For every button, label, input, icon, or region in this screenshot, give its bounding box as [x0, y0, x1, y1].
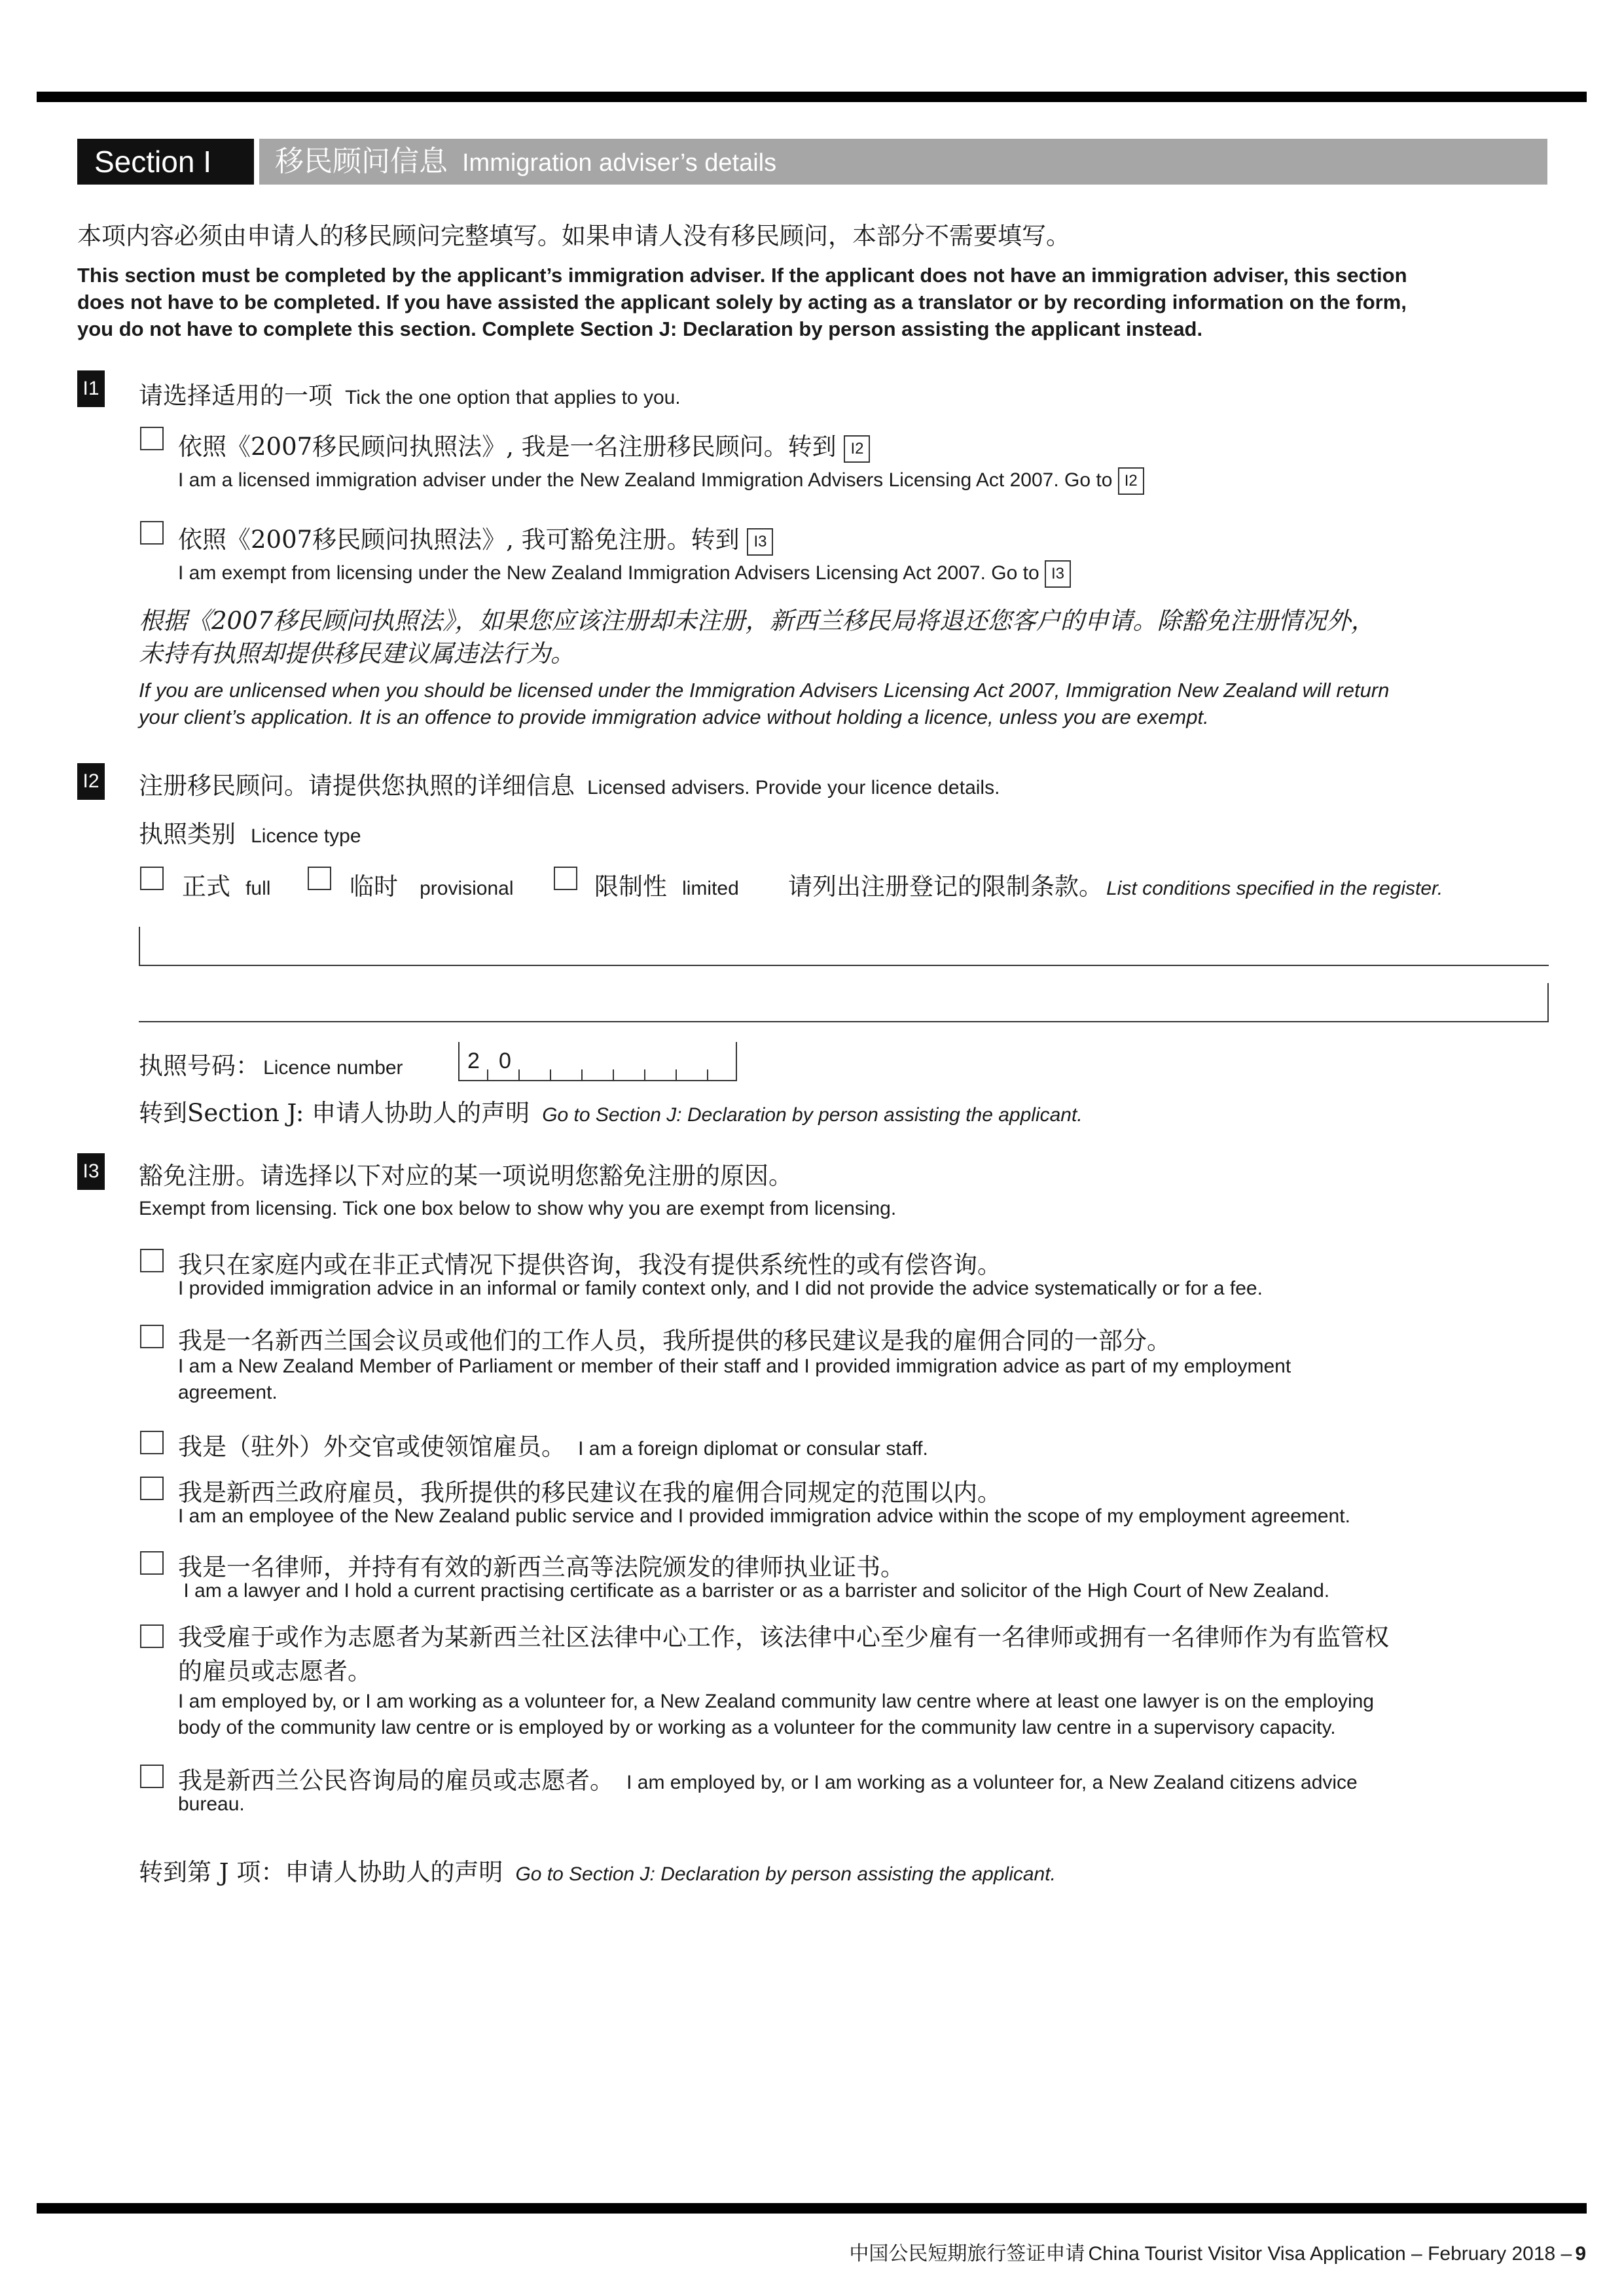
i2-prompt-en: Licensed advisers. Provide your licence details. [587, 777, 1000, 798]
page-number: 9 [1575, 2243, 1586, 2265]
i1-option-licensed-checkbox[interactable] [140, 427, 164, 450]
exempt-law-centre-en-line: body of the community law centre or is employed by or working as a volunteer for the community law centre in a supervisory capacity. [178, 1717, 1336, 1738]
i1-option-licensed-cn [178, 427, 870, 463]
exempt-informal-checkbox[interactable] [140, 1249, 164, 1272]
exempt-mp-cn: 我是一名新西兰国会议员或他们的工作人员，我所提供的移民建议是我的雇佣合同的一部分。 [178, 1327, 1171, 1355]
licence-provisional-label [350, 867, 514, 902]
i2-goto-en: Go to Section J: Declaration by person assisting the applicant. [542, 1104, 1083, 1126]
licence-conditions-cn: 请列出注册登记的限制条款。 [788, 872, 1103, 901]
intro-cn: 本项内容必须由申请人的移民顾问完整填写。如果申请人没有移民顾问，本部分不需要填写。 [77, 222, 1070, 250]
licence-digit: 0 [499, 1049, 511, 1073]
licence-provisional-checkbox[interactable] [308, 867, 331, 890]
exempt-lawyer-cn: 我是一名律师，并持有有效的新西兰高等法院颁发的律师执业证书。 [178, 1553, 905, 1581]
goto-i2-ref: I2 [1118, 467, 1144, 495]
i2-licence-type-cn: 执照类别 [139, 820, 236, 848]
i2-prompt [139, 766, 1000, 801]
section-title [259, 139, 1547, 185]
exempt-informal-en: I provided immigration advice in an informal or family context only, and I did not provide the advice systematically or for a fee. [178, 1278, 1263, 1299]
i1-option-exempt-en-text: I am exempt from licensing under the New Zealand Immigration Advisers Licensing Act 2007. Go to [178, 562, 1039, 584]
bottom-rule [37, 2203, 1587, 2214]
licence-digit: 2 [467, 1049, 480, 1073]
licence-full-en: full [245, 878, 271, 899]
exempt-citizens-advice-cn: 我是新西兰公民咨询局的雇员或志愿者。 [178, 1767, 614, 1795]
section-label: Section I [77, 139, 254, 185]
licence-full-cn: 正式 [182, 872, 230, 901]
i2-prompt-cn: 注册移民顾问。请提供您执照的详细信息 [139, 772, 575, 800]
top-rule [37, 92, 1587, 102]
i1-warning-en-line: If you are unlicensed when you should be licensed under the Immigration Advisers Licensing Act 2007, Immigration New Zealand will return [139, 679, 1390, 702]
exempt-mp-en-line: I am a New Zealand Member of Parliament or member of their staff and I provided immigration advice as part of my employment [178, 1355, 1291, 1377]
exempt-citizens-advice-en-cont: bureau. [178, 1793, 245, 1815]
i3-goto [139, 1852, 1056, 1888]
licence-full-checkbox[interactable] [140, 867, 164, 890]
i1-option-licensed-cn-text: 依照《2007移民顾问执照法》, 我是一名注册移民顾问。转到 [178, 433, 837, 461]
i1-prompt [139, 376, 681, 411]
licence-number-input[interactable] [458, 1042, 737, 1081]
i1-warning-cn [139, 605, 1375, 670]
exempt-citizens-advice-label [178, 1761, 1358, 1796]
footer-cn: 中国公民短期旅行签证申请 [849, 2242, 1085, 2265]
exempt-public-service-en: I am an employee of the New Zealand public service and I provided immigration advice within the scope of my employment agreement. [178, 1505, 1350, 1527]
i1-option-exempt-checkbox[interactable] [140, 521, 164, 545]
i1-option-licensed-en [178, 467, 1144, 495]
goto-i3-ref: I3 [1045, 560, 1071, 588]
exempt-mp-en [178, 1354, 1291, 1406]
licence-conditions-label [788, 867, 1443, 902]
exempt-lawyer-checkbox[interactable] [140, 1551, 164, 1575]
page-footer [849, 2237, 1586, 2266]
exempt-law-centre-checkbox[interactable] [140, 1624, 164, 1648]
licence-full-label [182, 867, 270, 902]
exempt-diplomat-label [178, 1427, 928, 1462]
licence-limited-cn: 限制性 [594, 872, 667, 901]
intro-en-line: This section must be completed by the applicant’s immigration adviser. If the applicant does not have an immigration adviser, this section [77, 264, 1407, 287]
section-title-cn: 移民顾问信息 [275, 145, 448, 178]
digit-divider [550, 1069, 551, 1080]
goto-i2-ref: I2 [844, 435, 870, 463]
exempt-diplomat-checkbox[interactable] [140, 1431, 164, 1454]
intro-en [77, 262, 1407, 342]
exempt-citizens-advice-en: I am employed by, or I am working as a volunteer for, a New Zealand citizens advice [626, 1772, 1358, 1793]
i3-prompt-cn: 豁免注册。请选择以下对应的某一项说明您豁免注册的原因。 [139, 1162, 793, 1190]
i2-goto-cn: 转到Section J: 申请人协助人的声明 [139, 1099, 530, 1127]
i2-licence-type [139, 814, 361, 850]
i3-prompt-en: Exempt from licensing. Tick one box below to show why you are exempt from licensing. [139, 1198, 897, 1219]
i1-option-exempt-cn-text: 依照《2007移民顾问执照法》, 我可豁免注册。转到 [178, 526, 740, 554]
licence-number-cn: 执照号码： [139, 1052, 260, 1080]
i1-warning-en-line: your client’s application. It is an offence to provide immigration advice without holding a licence, unless you are exempt. [139, 706, 1209, 728]
i1-option-licensed-en-text: I am a licensed immigration adviser under the New Zealand Immigration Advisers Licensing Act 2007. Go to [178, 469, 1113, 491]
licence-limited-checkbox[interactable] [554, 867, 577, 890]
licence-conditions-en: List conditions specified in the register. [1106, 878, 1443, 899]
exempt-diplomat-cn: 我是（驻外）外交官或使领馆雇员。 [178, 1433, 566, 1461]
goto-i3-ref: I3 [747, 528, 773, 556]
i1-option-exempt-cn [178, 520, 773, 556]
licence-limited-en: limited [682, 878, 739, 899]
exempt-public-service-cn: 我是新西兰政府雇员，我所提供的移民建议在我的雇佣合同规定的范围以内。 [178, 1479, 1001, 1507]
i1-prompt-en: Tick the one option that applies to you. [345, 387, 681, 408]
question-badge-i1: I1 [77, 370, 105, 407]
licence-number-label [139, 1046, 403, 1081]
digit-divider [676, 1069, 677, 1080]
i3-goto-en: Go to Section J: Declaration by person assisting the applicant. [515, 1863, 1056, 1885]
i1-warning-en [139, 677, 1389, 730]
digit-divider [518, 1069, 520, 1080]
i1-prompt-cn: 请选择适用的一项 [139, 382, 333, 410]
digit-divider [644, 1069, 645, 1080]
i2-licence-type-en: Licence type [251, 825, 361, 847]
licence-conditions-input[interactable] [139, 927, 1549, 1022]
exempt-mp-en-line: agreement. [178, 1382, 278, 1403]
exempt-lawyer-en: I am a lawyer and I hold a current practising certificate as a barrister or as a barrister and solicitor of the High Court of New Zealand. [178, 1580, 1330, 1602]
i1-warning-cn-line: 根据《2007移民顾问执照法》，如果您应该注册却未注册，新西兰移民局将退还您客户的申请。除豁免注册情况外， [139, 607, 1375, 635]
intro-en-line: you do not have to complete this section. Complete Section J: Declaration by person assisting the applicant instead. [77, 317, 1203, 340]
exempt-law-centre-en [178, 1689, 1374, 1741]
conditions-line-2 [139, 1021, 1549, 1022]
i1-option-exempt-en [178, 560, 1071, 588]
exempt-citizens-advice-checkbox[interactable] [140, 1765, 164, 1788]
i3-goto-cn: 转到第 J 项：申请人协助人的声明 [139, 1858, 503, 1886]
exempt-public-service-checkbox[interactable] [140, 1477, 164, 1500]
digit-divider [613, 1069, 614, 1080]
licence-number-en: Licence number [263, 1057, 403, 1079]
i2-goto [139, 1093, 1083, 1128]
section-title-en: Immigration adviser’s details [462, 149, 777, 177]
conditions-right-tick [1547, 983, 1549, 1022]
conditions-line-1 [139, 965, 1549, 966]
licence-provisional-en: provisional [420, 878, 514, 899]
exempt-law-centre-en-line: I am employed by, or I am working as a volunteer for, a New Zealand community law centre where at least one lawyer is on the employing [178, 1691, 1374, 1712]
intro-en-line: does not have to be completed. If you have assisted the applicant solely by acting as a translator or by recording information on the form, [77, 291, 1407, 314]
exempt-diplomat-en: I am a foreign diplomat or consular staff. [578, 1438, 928, 1460]
digit-divider [707, 1069, 708, 1080]
exempt-mp-checkbox[interactable] [140, 1325, 164, 1348]
exempt-law-centre-cn-line: 的雇员或志愿者。 [178, 1657, 372, 1685]
footer-en: China Tourist Visitor Visa Application – February 2018 – [1088, 2243, 1572, 2265]
question-badge-i3: I3 [77, 1153, 105, 1190]
exempt-law-centre-cn [178, 1621, 1389, 1689]
i1-warning-cn-line: 未持有执照却提供移民建议属违法行为。 [139, 639, 575, 668]
licence-limited-label [594, 867, 739, 902]
licence-provisional-cn: 临时 [350, 872, 398, 901]
digit-divider [487, 1069, 488, 1080]
exempt-law-centre-cn-line: 我受雇于或作为志愿者为某新西兰社区法律中心工作，该法律中心至少雇有一名律师或拥有一名律师作为有监管权 [178, 1623, 1389, 1651]
conditions-left-tick [139, 927, 140, 966]
question-badge-i2: I2 [77, 763, 105, 800]
exempt-informal-cn: 我只在家庭内或在非正式情况下提供咨询，我没有提供系统性的或有偿咨询。 [178, 1251, 1001, 1279]
digit-divider [581, 1069, 583, 1080]
